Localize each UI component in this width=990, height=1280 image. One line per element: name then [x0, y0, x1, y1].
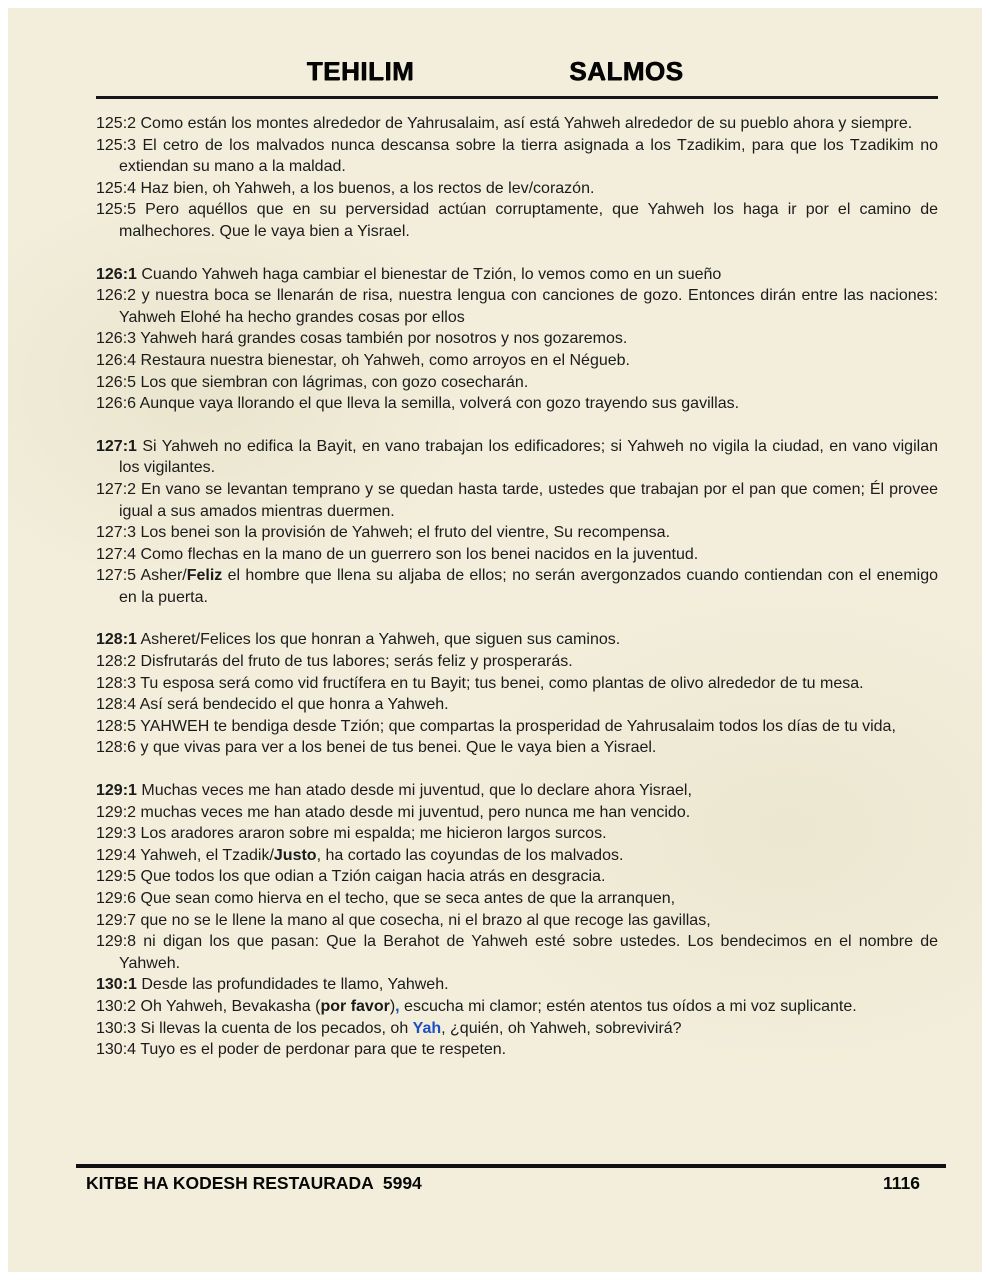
verse-ref: 126:3: [96, 330, 137, 348]
page-header: [8, 8, 982, 87]
verse-text: Desde las profundidades te llamo, Yahweh.: [141, 976, 449, 994]
psalm-group: [96, 436, 938, 609]
verse-text: Si llevas la cuenta de los pecados, oh: [140, 1019, 413, 1037]
footer-rule: [76, 1164, 946, 1168]
verse-text: Tuyo es el poder de perdonar para que te respeten.: [140, 1041, 507, 1059]
verse-129-6: [96, 888, 938, 910]
verse-ref: 129:4: [96, 846, 137, 864]
footer-book-title: KITBE HA KODESH RESTAURADA 5994: [86, 1173, 422, 1193]
verse-text: Feliz: [186, 567, 223, 585]
verse-ref: 127:3: [96, 524, 137, 542]
verse-ref: 128:1: [96, 631, 137, 649]
verse-text: muchas veces me han atado desde mi juventud, pero nunca me han vencido.: [140, 803, 691, 821]
verse-text-accent: Yah: [412, 1019, 442, 1037]
psalm-group: [96, 264, 938, 415]
verse-127-5: [96, 565, 938, 608]
verse-text: Haz bien, oh Yahweh, a los buenos, a los rectos de lev/corazón.: [140, 179, 595, 197]
verse-ref: 128:6: [96, 739, 137, 757]
verse-text: Como están los montes alrededor de Yahrusalaim, así está Yahweh alrededor de su pueblo ahora y siempre.: [140, 115, 913, 132]
verse-126-6: [96, 393, 938, 415]
verse-ref: 126:5: [96, 373, 137, 391]
verse-ref: 127:1: [96, 437, 137, 455]
verse-ref: 129:8: [96, 933, 137, 951]
document-page: [8, 8, 982, 1272]
verse-127-4: [96, 544, 938, 566]
verse-text-area: [96, 113, 938, 1061]
verse-text: y que vivas para ver a los benei de tus benei. Que le vaya bien a Yisrael.: [140, 739, 657, 757]
verse-125-3: [96, 135, 938, 178]
verse-text: En vano se levantan temprano y se quedan hasta tarde, ustedes que trabajan por el pan que comen; Él provee igual a sus amados mientras duermen.: [119, 480, 938, 520]
verse-126-3: [96, 328, 938, 350]
verse-126-4: [96, 350, 938, 372]
verse-text: Aunque vaya llorando el que lleva la semilla, volverá con gozo trayendo sus gavillas.: [139, 395, 740, 413]
verse-129-7: [96, 910, 938, 932]
verse-text: Que sean como hierva en el techo, que se seca antes de que la arranquen,: [140, 890, 676, 907]
verse-129-4: [96, 845, 938, 867]
verse-ref: 128:5: [96, 717, 137, 735]
verse-128-1: [96, 629, 938, 651]
verse-128-2: [96, 651, 938, 673]
verse-text: Que todos los que odian a Tzión caigan hacia atrás en desgracia.: [140, 868, 606, 886]
verse-ref: 129:6: [96, 890, 137, 907]
verse-129-3: [96, 823, 938, 845]
verse-ref: 129:1: [96, 782, 137, 800]
verse-text: Tu esposa será como vid fructífera en tu Bayit; tus benei, como plantas de olivo alrededor de tu mesa.: [140, 674, 864, 692]
verse-126-2: [96, 285, 938, 328]
verse-text: Asher/: [140, 567, 187, 585]
verse-130-2: [96, 996, 938, 1018]
verse-128-4: [96, 694, 938, 716]
verse-text: , ¿quién, oh Yahweh, sobrevivirá?: [441, 1019, 682, 1037]
verse-126-5: [96, 372, 938, 394]
verse-text: ): [389, 997, 396, 1015]
verse-ref: 128:2: [96, 653, 137, 671]
verse-125-4: [96, 178, 938, 200]
header-rule: [96, 96, 938, 99]
verse-ref: 128:3: [96, 674, 137, 692]
verse-ref: 130:1: [96, 976, 137, 994]
verse-text: Si Yahweh no edifica la Bayit, en vano trabajan los edificadores; si Yahweh no vigila la ciudad, en vano vigilan los vigilantes.: [119, 437, 938, 477]
verse-ref: 129:2: [96, 803, 137, 821]
verse-text: el hombre que llena su aljaba de ellos; no serán avergonzados cuando contiendan con el enemigo en la puerta.: [119, 567, 938, 606]
verse-text: , ha cortado las coyundas de los malvados.: [316, 846, 624, 864]
verse-ref: 125:5: [96, 201, 137, 219]
verse-text: Justo: [273, 846, 317, 864]
verse-ref: 129:5: [96, 868, 137, 886]
verse-text: Disfrutarás del fruto de tus labores; serás feliz y prosperarás.: [140, 653, 573, 671]
footer-row: [86, 1173, 920, 1194]
verse-text: por favor: [320, 997, 390, 1015]
verse-130-4: [96, 1039, 938, 1061]
verse-text: escucha mi clamor; estén atentos tus oídos a mi voz suplicante.: [399, 997, 857, 1015]
verse-text: Así será bendecido el que honra a Yahweh.: [139, 696, 449, 714]
verse-text: Asheret/Felices los que honran a Yahweh, que siguen sus caminos.: [140, 631, 621, 649]
verse-127-3: [96, 522, 938, 544]
verse-125-5: [96, 199, 938, 242]
verse-128-6: [96, 737, 938, 759]
verse-text: Restaura nuestra bienestar, oh Yahweh, como arroyos en el Négueb.: [140, 351, 630, 369]
verse-ref: 125:2: [96, 115, 137, 132]
verse-ref: 126:4: [96, 351, 137, 369]
verse-127-2: [96, 479, 938, 522]
verse-text: Los benei son la provisión de Yahweh; el fruto del vientre, Su recompensa.: [140, 524, 671, 542]
verse-129-2: [96, 802, 938, 824]
verse-text: Pero aquéllos que en su perversidad actúan corruptamente, que Yahweh los haga ir por el camino de malhechores. Que le vaya bien a Yisrael.: [119, 201, 938, 240]
verse-ref: 127:2: [96, 480, 137, 498]
verse-ref: 129:3: [96, 825, 137, 843]
verse-text-accent: ,: [395, 997, 400, 1015]
verse-ref: 128:4: [96, 696, 137, 714]
header-title-left: TEHILIM: [306, 56, 415, 86]
verse-130-1: [96, 974, 938, 996]
verse-text: Yahweh, el Tzadik/: [140, 846, 274, 864]
verse-text: y nuestra boca se llenarán de risa, nuestra lengua con canciones de gozo. Entonces dirán entre las naciones: Yahweh Elohé ha hecho grandes cosas por ellos: [119, 287, 938, 326]
verse-text: Yahweh hará grandes cosas también por nosotros y nos gozaremos.: [140, 330, 628, 348]
verse-text: El cetro de los malvados nunca descansa sobre la tierra asignada a los Tzadikim, para que los Tzadikim no extiendan su mano a la maldad.: [119, 136, 939, 176]
verse-text: que no se le llene la mano al que cosecha, ni el brazo al que recoge las gavillas,: [140, 911, 711, 929]
footer-page-number: 1116: [883, 1173, 920, 1193]
verse-129-8: [96, 931, 938, 974]
verse-125-2: [96, 113, 938, 135]
verse-text: Los aradores araron sobre mi espalda; me hicieron largos surcos.: [140, 825, 607, 843]
verse-127-1: [96, 436, 938, 479]
verse-text: Cuando Yahweh haga cambiar el bienestar de Tzión, lo vemos como en un sueño: [141, 265, 722, 283]
verse-text: Como flechas en la mano de un guerrero son los benei nacidos en la juventud.: [140, 545, 699, 563]
verse-126-1: [96, 264, 938, 286]
verse-129-1: [96, 780, 938, 802]
verse-ref: 126:2: [96, 287, 137, 305]
psalm-group: [96, 629, 938, 759]
page-footer: [8, 1164, 982, 1194]
verse-ref: 130:2: [96, 997, 137, 1015]
verse-ref: 127:4: [96, 545, 137, 563]
verse-text: ni digan los que pasan: Que la Berahot de Yahweh esté sobre ustedes. Los bendecimos en el nombre de Yahweh.: [119, 933, 939, 972]
verse-text: YAHWEH te bendiga desde Tzión; que compartas la prosperidad de Yahrusalaim todos los días de tu vida,: [140, 717, 896, 735]
verse-ref: 125:3: [96, 136, 137, 154]
verse-ref: 126:1: [96, 265, 137, 283]
verse-ref: 127:5: [96, 567, 137, 585]
psalm-group: [96, 780, 938, 1061]
header-title-right: SALMOS: [569, 56, 684, 86]
verse-128-5: [96, 716, 938, 738]
verse-128-3: [96, 673, 938, 695]
psalm-group: [96, 113, 938, 243]
verse-ref: 130:4: [96, 1041, 137, 1059]
verse-ref: 125:4: [96, 179, 137, 197]
verse-text: Muchas veces me han atado desde mi juventud, que lo declare ahora Yisrael,: [141, 782, 692, 800]
verse-text: Oh Yahweh, Bevakasha (: [140, 997, 321, 1015]
verse-text: Los que siembran con lágrimas, con gozo cosecharán.: [140, 373, 529, 391]
verse-129-5: [96, 866, 938, 888]
verse-ref: 130:3: [96, 1019, 137, 1037]
verse-ref: 126:6: [96, 395, 137, 413]
verse-ref: 129:7: [96, 911, 137, 929]
verse-130-3: [96, 1018, 938, 1040]
